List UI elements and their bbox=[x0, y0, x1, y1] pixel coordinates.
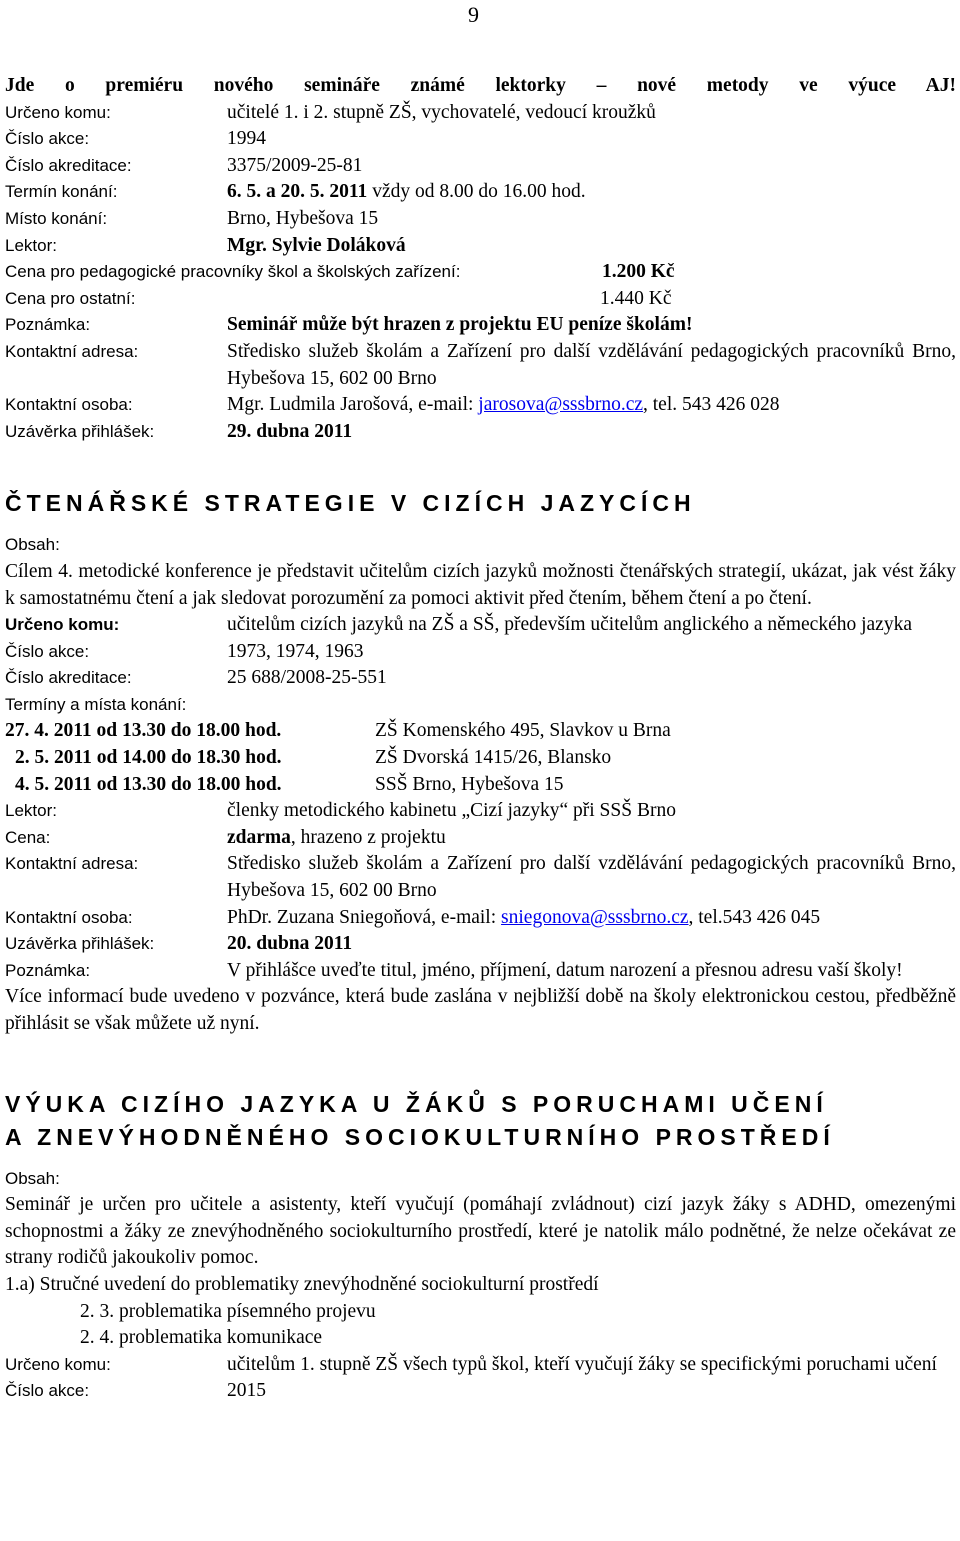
s3-obsah-label: Obsah: bbox=[5, 1168, 60, 1188]
page-number: 9 bbox=[468, 2, 479, 27]
s1-uzaverka-value: 29. dubna 2011 bbox=[227, 420, 353, 442]
s2-term-date: 2. 5. 2011 od 14.00 do 18.30 hod. bbox=[15, 747, 282, 769]
s1-akreditace-value: 3375/2009-25-81 bbox=[227, 154, 363, 176]
s1-termin-value bbox=[227, 179, 956, 206]
s2-lektor-value: členky metodického kabinetu „Cizí jazyky“ při SSŠ Brno bbox=[227, 800, 676, 822]
s2-adresa-label: Kontaktní adresa: bbox=[5, 854, 139, 874]
s1-osoba-name: Mgr. Ludmila Jarošová, e-mail: bbox=[227, 394, 479, 416]
s2-cena-free: zdarma bbox=[227, 826, 291, 848]
s3-urceno-row bbox=[5, 1352, 956, 1379]
s2-osoba-phone: , tel.543 426 045 bbox=[688, 906, 821, 928]
s3-urceno-value: učitelům 1. stupně ZŠ všech typů škol, kteří vyučují žáky se specifickými poruchami učení bbox=[227, 1353, 937, 1375]
s2-term-row bbox=[5, 718, 956, 745]
s1-cena-ped-label: Cena pro pedagogické pracovníky škol a školských zařízení: bbox=[5, 262, 461, 282]
s2-osoba-value bbox=[227, 905, 956, 932]
s2-cena-value bbox=[227, 825, 956, 852]
s2-akreditace-label: Číslo akreditace: bbox=[5, 668, 132, 688]
s1-email-link[interactable]: jarosova@sssbrno.cz bbox=[478, 394, 644, 416]
s3-list-item: 2. 3. problematika písemného projevu bbox=[80, 1300, 376, 1322]
s2-urceno-value: učitelům cizích jazyků na ZŠ a SŠ, především učitelům anglického a německého jazyka bbox=[227, 614, 912, 636]
s3-title-line-2: A ZNEVÝHODNĚNÉHO SOCIOKULTURNÍHO PROSTŘEDÍ bbox=[5, 1123, 835, 1150]
s1-termin-hours: vždy od 8.00 do 16.00 hod. bbox=[367, 181, 586, 203]
s3-title-line-1: VÝUKA CIZÍHO JAZYKA U ŽÁKŮ S PORUCHAMI UČENÍ bbox=[5, 1090, 828, 1117]
s2-cislo-akce-value: 1973, 1974, 1963 bbox=[227, 640, 364, 662]
s1-cena-ped-row bbox=[5, 259, 956, 286]
s3-urceno-label: Určeno komu: bbox=[5, 1354, 111, 1374]
s2-cena-note: , hrazeno z projektu bbox=[290, 826, 446, 848]
s1-misto-row bbox=[5, 206, 956, 233]
s2-cislo-akce-label: Číslo akce: bbox=[5, 641, 90, 661]
s1-cislo-akce-label: Číslo akce: bbox=[5, 129, 90, 149]
s2-cislo-akce-row bbox=[5, 639, 956, 666]
s3-list-item: 1.a) Stručné uvedení do problematiky znevýhodněné sociokulturní prostředí bbox=[5, 1273, 599, 1295]
s2-terminy-label: Termíny a místa konání: bbox=[5, 694, 187, 714]
document-body bbox=[5, 73, 956, 1405]
s2-cena-label: Cena: bbox=[5, 827, 51, 847]
s2-lektor-row bbox=[5, 798, 956, 825]
s2-more-info: Více informací bude uvedeno v pozvánce, která bude zaslána v nejbližší době na školy elektronickou cestou, předběžně přihlásit se však můžete už nyní. bbox=[5, 986, 956, 1034]
s1-cislo-akce-value: 1994 bbox=[227, 128, 266, 150]
s1-urceno-value: učitelé 1. i 2. stupně ZŠ, vychovatelé, vedoucí kroužků bbox=[227, 101, 656, 123]
s3-cislo-akce-value: 2015 bbox=[227, 1380, 266, 1402]
s1-osoba-label: Kontaktní osoba: bbox=[5, 395, 133, 415]
s1-cena-ost-row bbox=[5, 286, 956, 313]
s1-cena-ped-value: 1.200 Kč bbox=[602, 261, 675, 283]
s2-osoba-name: PhDr. Zuzana Sniegoňová, e-mail: bbox=[227, 906, 502, 928]
s1-termin-label: Termín konání: bbox=[5, 182, 118, 202]
s2-adresa-row bbox=[5, 851, 956, 904]
s1-intro: Jde o premiéru nového semináře známé lektorky – nové metody ve výuce AJ! bbox=[5, 75, 956, 96]
s1-cislo-akce-row bbox=[5, 126, 956, 153]
s2-akreditace-row bbox=[5, 665, 956, 692]
s2-obsah-text: Cílem 4. metodické konference je představit učitelům cizích jazyků možnosti čtenářských strategií, ukázat, jak vést žáky k samostatnému čtení a jak sledovat porozumění za pomoci aktivit před čtením, během čtení a po čtení. bbox=[5, 560, 956, 609]
s1-urceno-row bbox=[5, 100, 956, 127]
s2-title: ČTENÁŘSKÉ STRATEGIE V CIZÍCH JAZYCÍCH bbox=[5, 490, 696, 517]
s3-cislo-akce-label: Číslo akce: bbox=[5, 1381, 90, 1401]
s1-osoba-value bbox=[227, 392, 956, 419]
s1-termin-row bbox=[5, 179, 956, 206]
s1-adresa-row bbox=[5, 339, 956, 392]
s1-misto-value: Brno, Hybešova 15 bbox=[227, 207, 379, 229]
s1-poznamka-value: Seminář může být hrazen z projektu EU peníze školám! bbox=[227, 314, 693, 336]
s1-lektor-value: Mgr. Sylvie Doláková bbox=[227, 234, 406, 256]
s1-cena-ost-value: 1.440 Kč bbox=[600, 287, 672, 309]
s3-obsah-text: Seminář je určen pro učitele a asistenty, kteří vyučují (pomáhají zvládnout) cizí jazyk žáky s ADHD, omezenými schopnostmi a žáky ze znevýhodněného sociokulturního prostředí, které je natolik málo podnětné, že nelze očekávat ze strany rodičů jakoukoliv pomoc. bbox=[5, 1194, 956, 1269]
s1-lektor-label: Lektor: bbox=[5, 235, 57, 255]
s2-poznamka-value: V přihlášce uveďte titul, jméno, příjmení, datum narození a přesnou adresu vaší školy! bbox=[227, 959, 903, 981]
s2-poznamka-row bbox=[5, 958, 956, 985]
s2-lektor-label: Lektor: bbox=[5, 801, 57, 821]
s2-urceno-label: Určeno komu: bbox=[5, 615, 120, 635]
s1-akreditace-label: Číslo akreditace: bbox=[5, 155, 132, 175]
s2-osoba-row bbox=[5, 905, 956, 932]
s1-cena-ost-label: Cena pro ostatní: bbox=[5, 288, 136, 308]
s1-akreditace-row bbox=[5, 153, 956, 180]
s1-adresa-value: Středisko služeb školám a Zařízení pro další vzdělávání pedagogických pracovníků Brno, Hybešova 15, 602 00 Brno bbox=[227, 340, 956, 389]
s2-adresa-value: Středisko služeb školám a Zařízení pro další vzdělávání pedagogických pracovníků Brno, Hybešova 15, 602 00 Brno bbox=[227, 853, 956, 902]
s2-akreditace-value: 25 688/2008-25-551 bbox=[227, 667, 387, 689]
s2-uzaverka-value: 20. dubna 2011 bbox=[227, 933, 353, 955]
s1-termin-dates: 6. 5. a 20. 5. 2011 bbox=[227, 181, 368, 203]
s2-poznamka-label: Poznámka: bbox=[5, 960, 91, 980]
s1-poznamka-row bbox=[5, 312, 956, 339]
s1-urceno-label: Určeno komu: bbox=[5, 102, 111, 122]
s3-cislo-akce-row bbox=[5, 1378, 956, 1405]
s1-uzaverka-row bbox=[5, 419, 956, 446]
s2-term-place: ZŠ Komenského 495, Slavkov u Brna bbox=[375, 720, 671, 742]
s2-urceno-row bbox=[5, 612, 956, 639]
s1-poznamka-label: Poznámka: bbox=[5, 315, 91, 335]
s2-osoba-label: Kontaktní osoba: bbox=[5, 907, 133, 927]
s1-misto-label: Místo konání: bbox=[5, 208, 108, 228]
s1-lektor-row bbox=[5, 233, 956, 260]
s2-term-place: SSŠ Brno, Hybešova 15 bbox=[375, 773, 564, 795]
s2-uzaverka-label: Uzávěrka přihlášek: bbox=[5, 934, 155, 954]
s1-adresa-label: Kontaktní adresa: bbox=[5, 341, 139, 361]
s2-term-date: 27. 4. 2011 od 13.30 do 18.00 hod. bbox=[5, 720, 282, 742]
s2-obsah-label: Obsah: bbox=[5, 535, 60, 555]
s1-osoba-phone: , tel. 543 426 028 bbox=[643, 394, 780, 416]
s2-term-date: 4. 5. 2011 od 13.30 do 18.00 hod. bbox=[15, 773, 282, 795]
s3-list-item: 2. 4. problematika komunikace bbox=[80, 1327, 323, 1349]
s2-term-row bbox=[5, 772, 956, 799]
s2-email-link[interactable]: sniegonova@sssbrno.cz bbox=[501, 906, 689, 928]
s2-cena-row bbox=[5, 825, 956, 852]
s2-uzaverka-row bbox=[5, 931, 956, 958]
s1-uzaverka-label: Uzávěrka přihlášek: bbox=[5, 421, 155, 441]
s2-term-row bbox=[5, 745, 956, 772]
s2-term-place: ZŠ Dvorská 1415/26, Blansko bbox=[375, 747, 612, 769]
s1-osoba-row bbox=[5, 392, 956, 419]
